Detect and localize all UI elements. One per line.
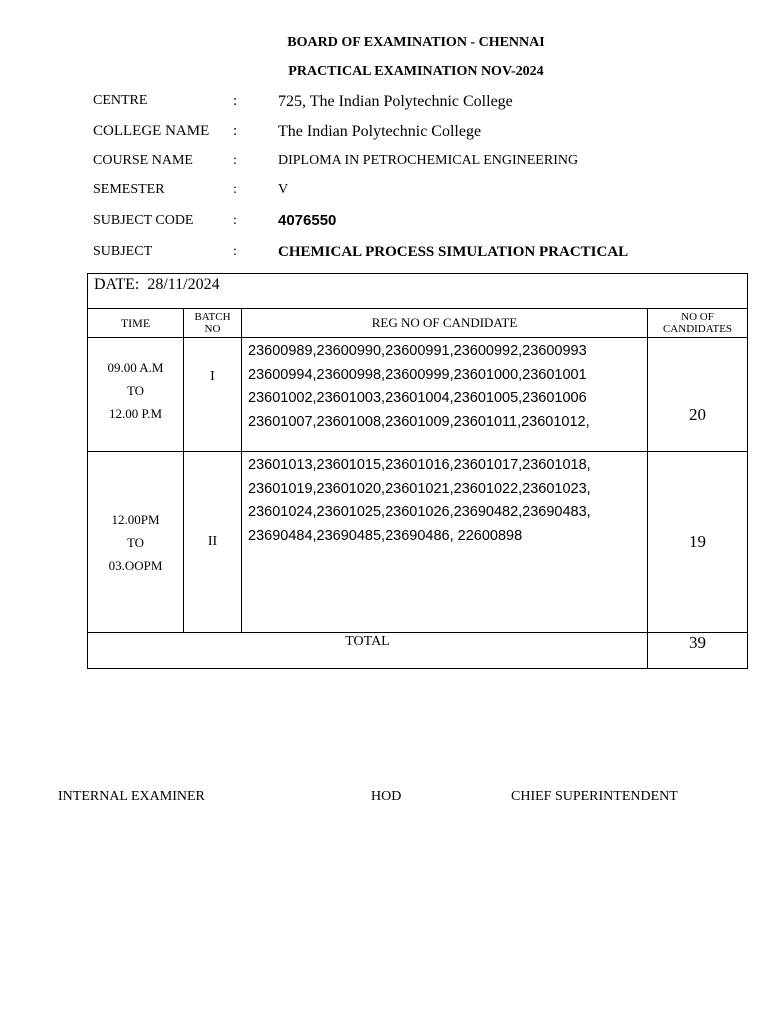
centre-colon: : xyxy=(233,93,238,109)
subject-code-label: SUBJECT CODE xyxy=(93,213,194,228)
reg-line: 23601007,23601008,23601009,23601011,23601012, xyxy=(248,413,590,430)
date-label: DATE: xyxy=(94,276,140,293)
semester-label: SEMESTER xyxy=(93,182,165,197)
batch-2-number: II xyxy=(184,452,242,633)
subject-code-colon: : xyxy=(233,213,237,228)
schedule-table xyxy=(87,273,748,669)
centre-value: 725, The Indian Polytechnic College xyxy=(278,93,513,110)
count-header-line1: NO OF xyxy=(681,311,714,323)
reg-line: 23601024,23601025,23601026,23690482,23690483, xyxy=(248,504,591,520)
board-title: BOARD OF EXAMINATION - CHENNAI xyxy=(287,35,545,50)
batch-1-reg-list xyxy=(242,338,648,452)
exam-title: PRACTICAL EXAMINATION NOV-2024 xyxy=(288,64,544,79)
date-cell xyxy=(88,274,748,309)
chief-superintendent-signature: CHIEF SUPERINTENDENT xyxy=(511,789,678,804)
reg-line: 23690484,23690485,23690486, 22600898 xyxy=(248,527,523,544)
count-header-line2: CANDIDATES xyxy=(662,323,733,335)
header-row xyxy=(88,309,748,338)
subject-code-value: 4076550 xyxy=(278,212,337,229)
centre-label: CENTRE xyxy=(93,93,148,108)
subject-value: CHEMICAL PROCESS SIMULATION PRACTICAL xyxy=(278,244,629,260)
course-value: DIPLOMA IN PETROCHEMICAL ENGINEERING xyxy=(278,153,579,168)
internal-examiner-signature: INTERNAL EXAMINER xyxy=(58,789,205,804)
reg-header: REG NO OF CANDIDATE xyxy=(242,309,648,338)
date-value: 28/11/2024 xyxy=(147,276,220,293)
time-header: TIME xyxy=(88,309,184,338)
reg-line: 23600989,23600990,23600991,23600992,23600993 xyxy=(248,343,587,359)
batch-1-time xyxy=(88,338,184,452)
batch-2-time-to-word: TO xyxy=(126,534,145,550)
batch-2-time xyxy=(88,452,184,633)
reg-line: 23601019,23601020,23601021,23601022,23601023, xyxy=(248,480,591,497)
total-row xyxy=(88,633,748,669)
hod-signature: HOD xyxy=(371,789,402,804)
subject-label: SUBJECT xyxy=(93,244,153,259)
reg-line: 23600994,23600998,23600999,23601000,23601001 xyxy=(248,366,587,383)
course-colon: : xyxy=(233,153,237,168)
total-label: TOTAL xyxy=(88,633,648,669)
batch-row-1 xyxy=(88,338,748,452)
batch-header xyxy=(184,309,242,338)
batch-1-time-from: 09.00 A.M xyxy=(107,360,164,375)
batch-2-time-from: 12.00PM xyxy=(111,511,160,527)
batch-2-reg-list xyxy=(242,452,648,633)
batch-2-count: 19 xyxy=(648,452,748,633)
semester-colon: : xyxy=(233,182,237,197)
batch-row-2 xyxy=(88,452,748,633)
date-row xyxy=(88,274,748,309)
college-label: COLLEGE NAME xyxy=(93,123,210,139)
subject-colon: : xyxy=(233,244,237,259)
batch-1-time-to: 12.00 P.M xyxy=(108,406,163,421)
reg-line: 23601002,23601003,23601004,23601005,23601006 xyxy=(248,390,587,406)
college-value: The Indian Polytechnic College xyxy=(278,123,482,140)
total-value: 39 xyxy=(648,633,748,669)
college-colon: : xyxy=(233,123,238,139)
count-header xyxy=(648,309,748,338)
batch-header-line2: NO xyxy=(204,323,221,335)
batch-1-time-to-word: TO xyxy=(126,383,145,398)
batch-1-number: I xyxy=(184,338,242,452)
batch-header-line1: BATCH xyxy=(194,311,231,323)
reg-line: 23601013,23601015,23601016,23601017,23601018, xyxy=(248,457,591,473)
semester-value: V xyxy=(278,182,289,197)
course-label: COURSE NAME xyxy=(93,153,193,168)
batch-1-count: 20 xyxy=(648,338,748,452)
batch-2-time-to: 03.OOPM xyxy=(108,557,163,573)
